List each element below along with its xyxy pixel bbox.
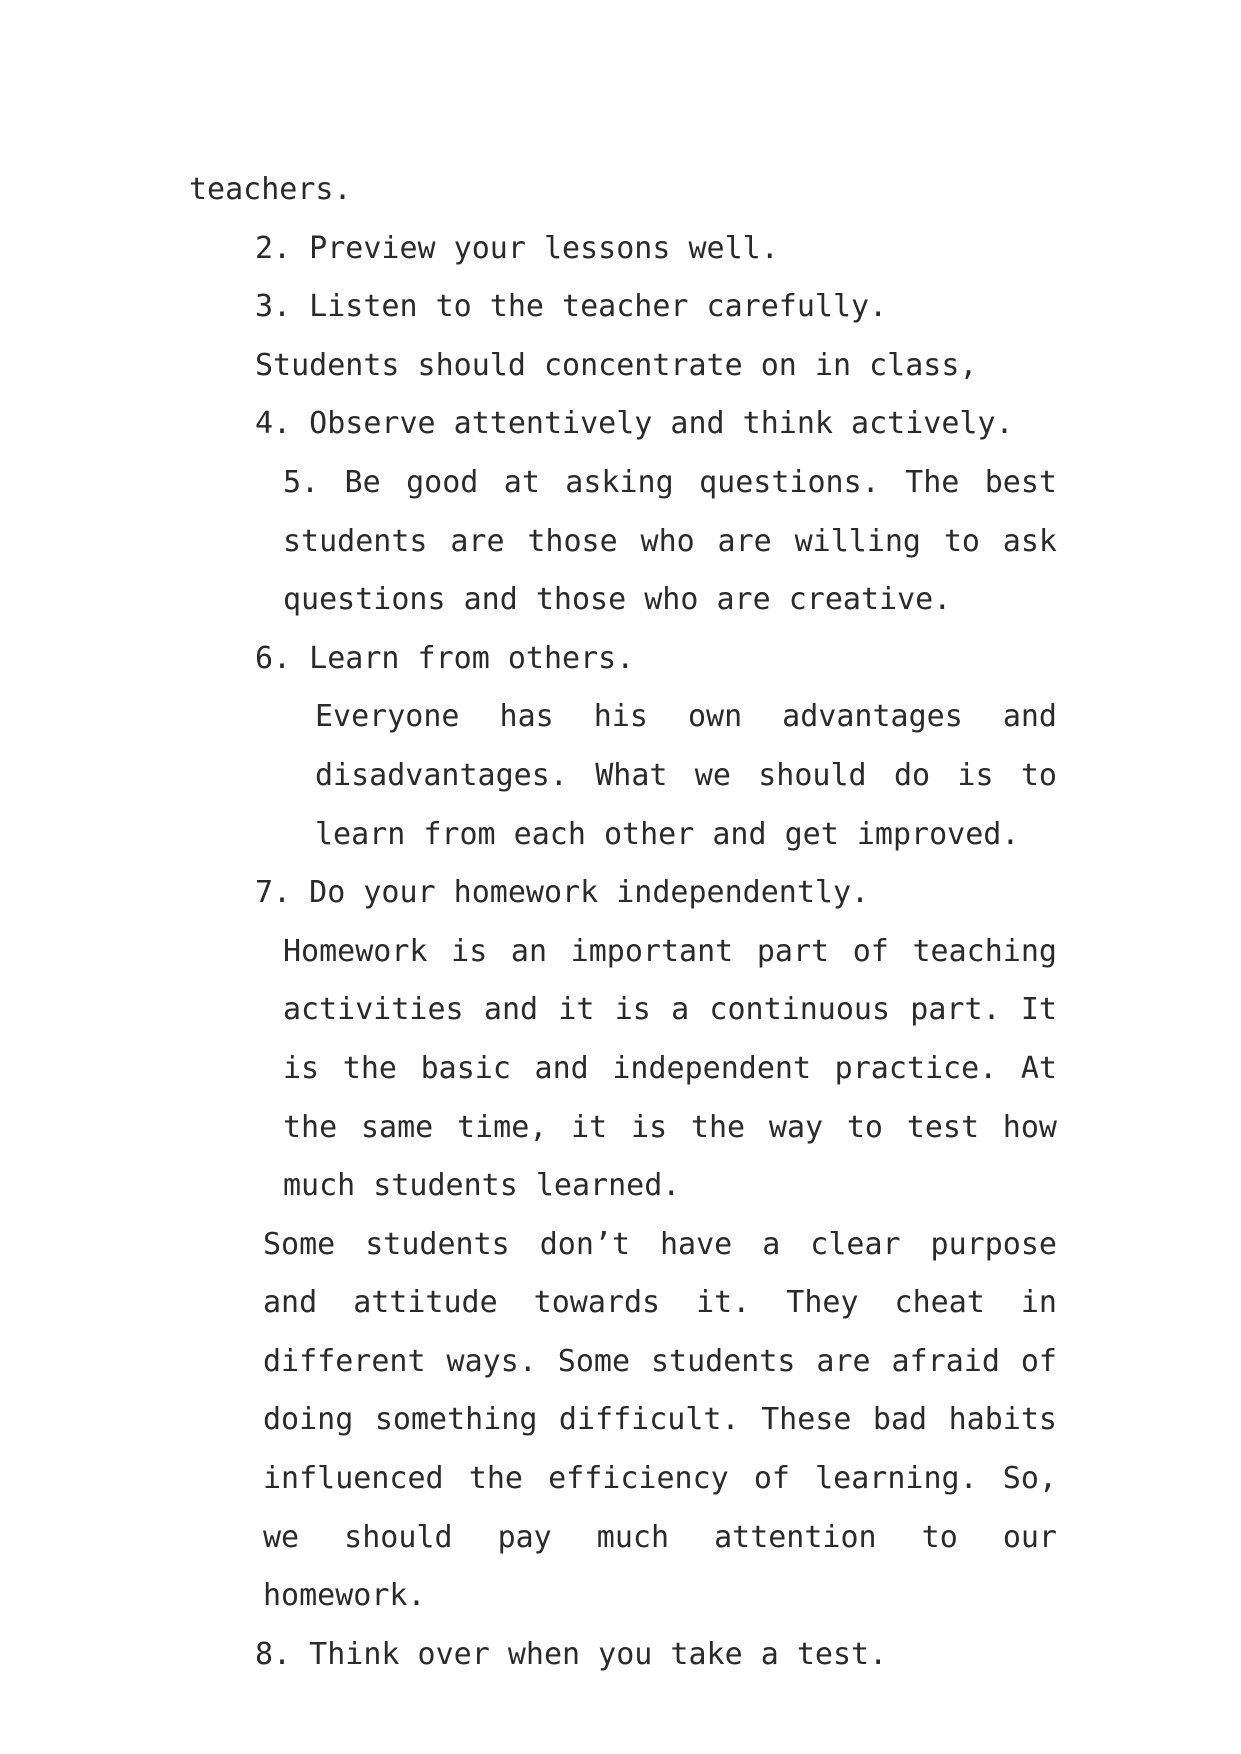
list-item-6: 6. Learn from others. <box>255 640 635 676</box>
concentrate-line: Students should concentrate on in class, <box>255 347 978 383</box>
continuation-line: teachers. <box>189 172 352 207</box>
list-item-2: 2. Preview your lessons well. <box>255 230 779 266</box>
list-item-3: 3. Listen to the teacher carefully. <box>255 289 888 325</box>
list-item-5-paragraph: 5. Be good at asking questions. The best students are those who are willing to ask questions and those who are creative. <box>283 464 1057 618</box>
body-text <box>189 161 1057 1684</box>
homework-paragraph: Homework is an important part of teaching activities and it is a continuous part. It is the basic and independent practice. At the same time, it is the way to test how much students learned. <box>283 933 1057 1204</box>
some-students-paragraph: Some students don’t have a clear purpose and attitude towards it. They cheat in different ways. Some students are afraid of doing something difficult. These bad habits influenced the efficiency of learning. So, we should pay much attention to our homework. <box>263 1226 1057 1614</box>
list-item-8: 8. Think over when you take a test. <box>255 1636 888 1672</box>
everyone-paragraph: Everyone has his own advantages and disadvantages. What we should do is to learn from each other and get improved. <box>315 699 1057 852</box>
list-item-7: 7. Do your homework independently. <box>255 875 870 911</box>
list-item-4: 4. Observe attentively and think actively. <box>255 406 1014 442</box>
